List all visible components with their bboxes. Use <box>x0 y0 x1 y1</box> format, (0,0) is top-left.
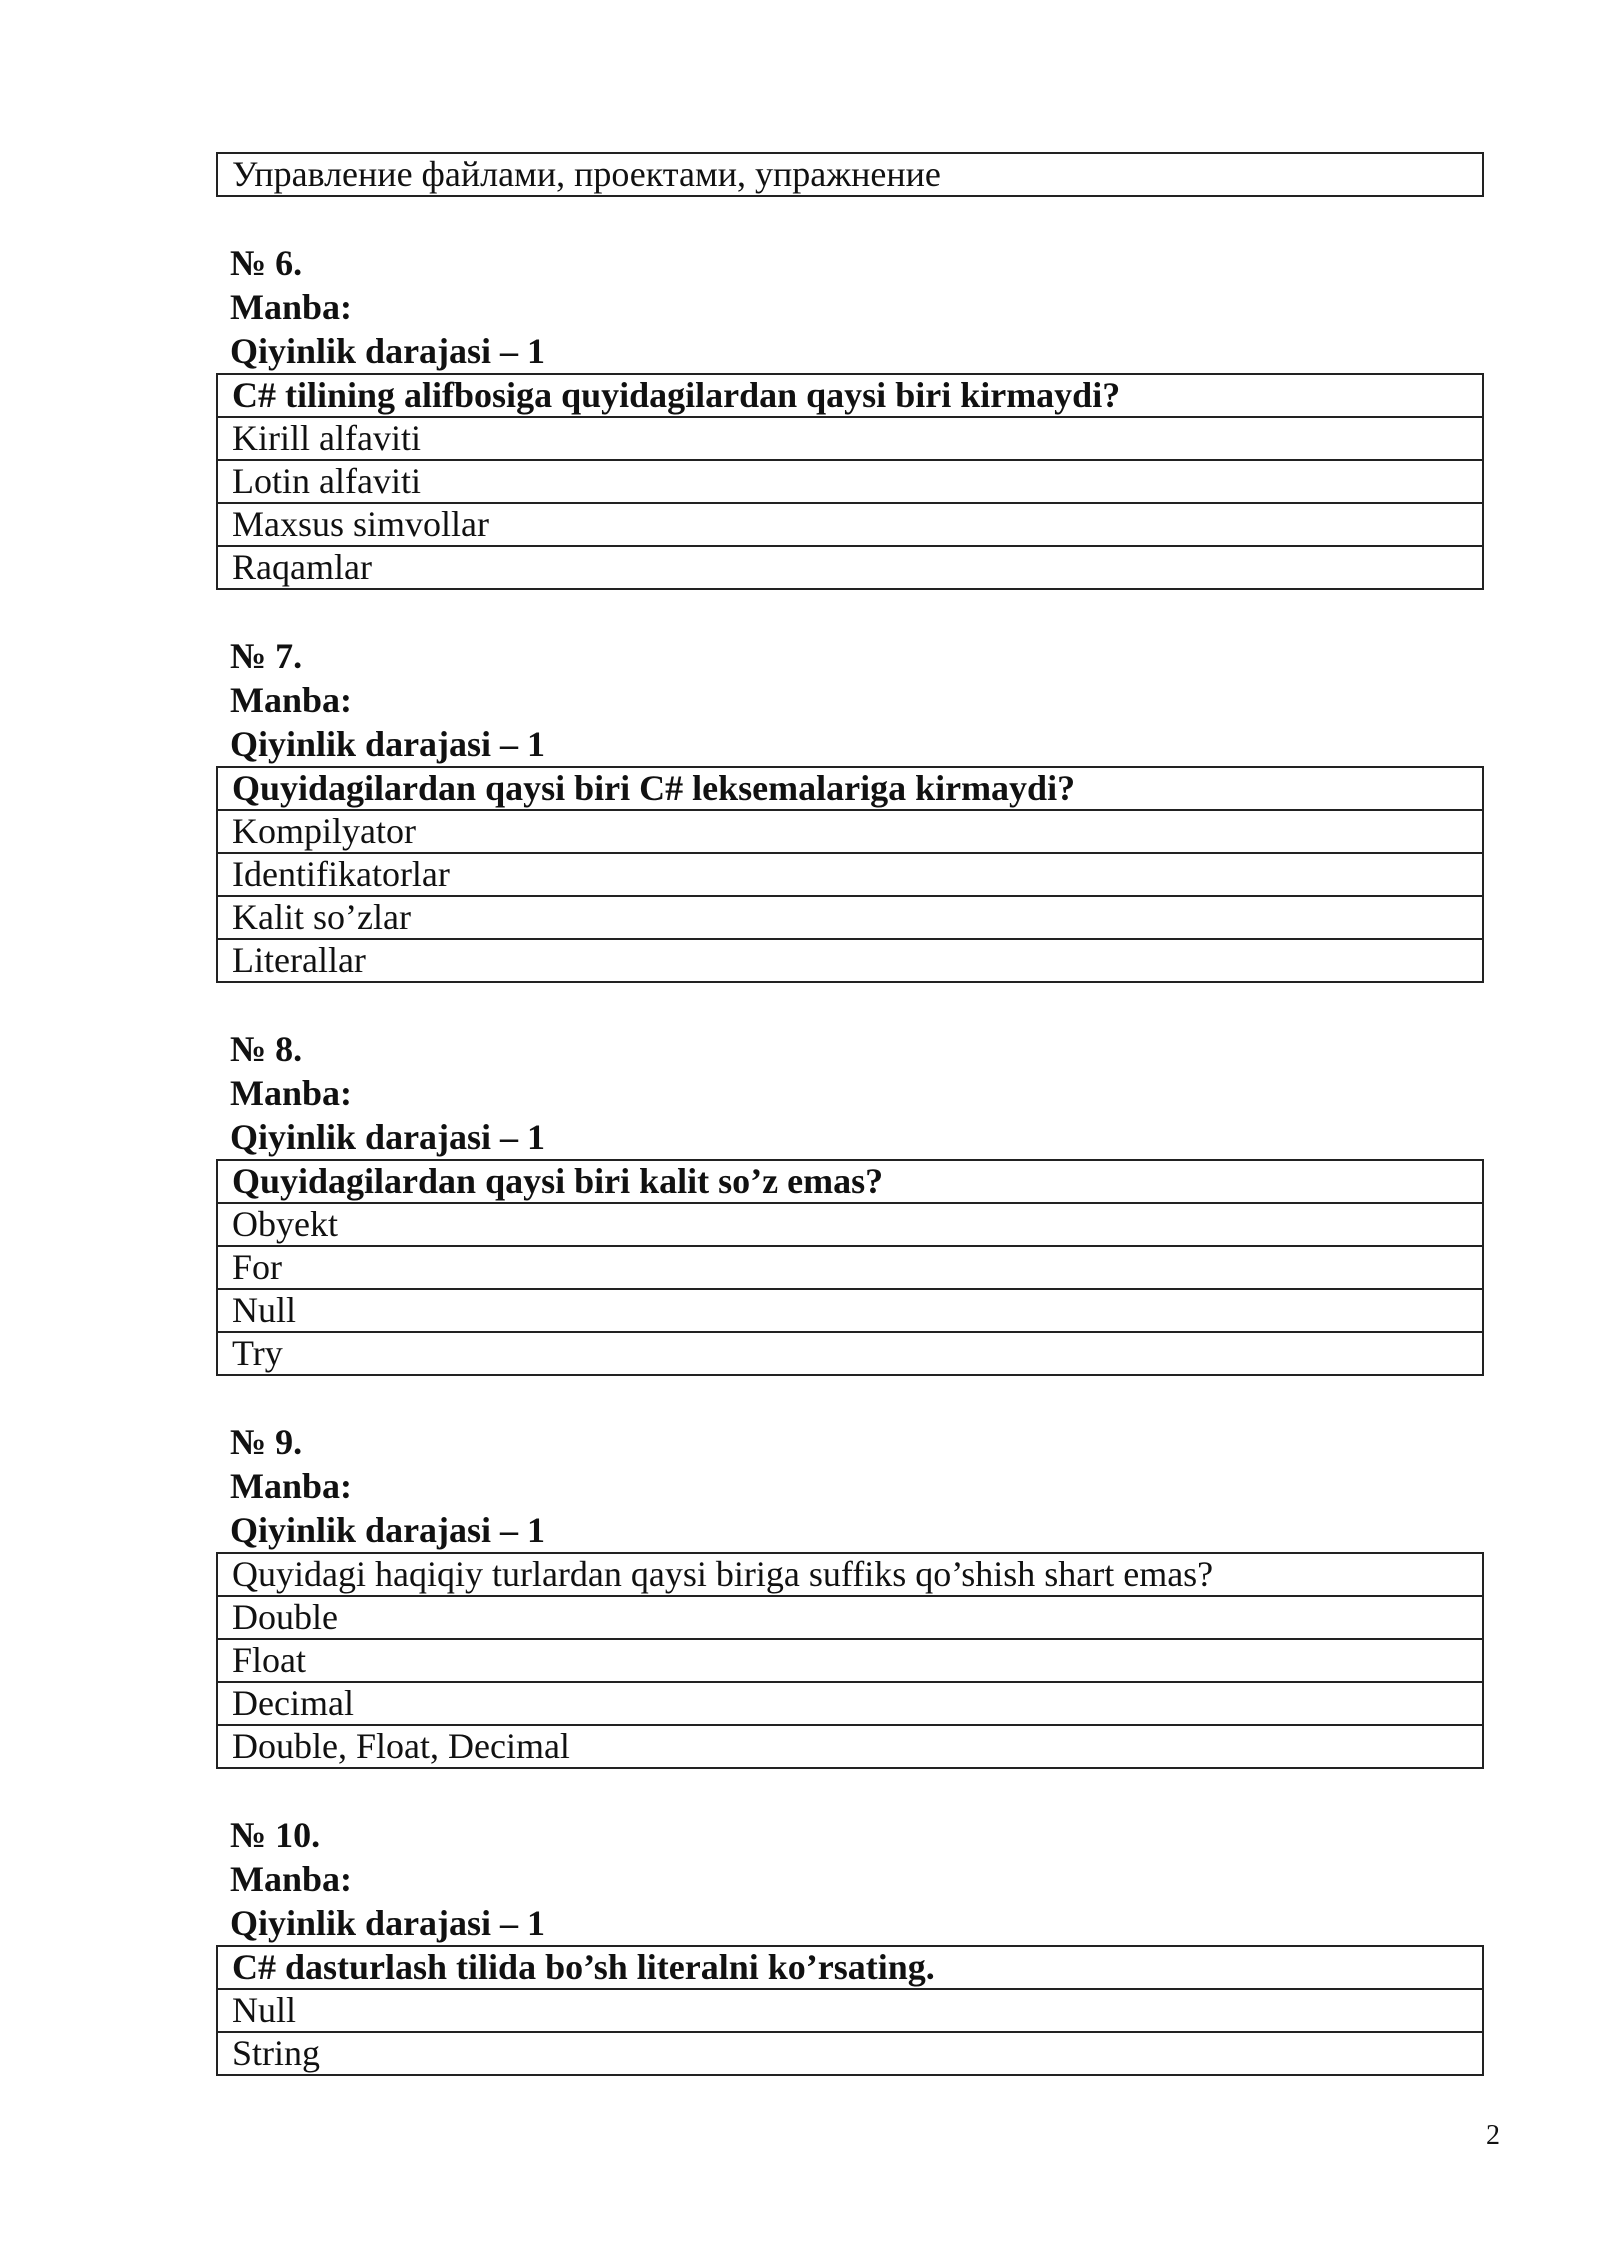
question-text: C# dasturlash tilida bo’sh literalni ko’rsating. <box>217 1946 1483 1989</box>
question-number: № 9. <box>230 1422 303 1462</box>
question-text: Quyidagilardan qaysi biri kalit so’z emas? <box>217 1160 1483 1203</box>
option-row <box>217 1682 1483 1725</box>
option-row <box>217 1639 1483 1682</box>
question-block-10 <box>216 1813 1484 2076</box>
option-cell: Lotin alfaviti <box>217 460 1483 503</box>
option-row <box>217 460 1483 503</box>
option-cell: Double <box>217 1596 1483 1639</box>
option-row <box>217 153 1483 196</box>
question-difficulty: Qiyinlik darajasi – 1 <box>230 1510 546 1550</box>
option-row <box>217 896 1483 939</box>
option-cell: Kompilyator <box>217 810 1483 853</box>
question-number: № 10. <box>230 1815 321 1855</box>
question-block-8 <box>216 1027 1484 1376</box>
question-number: № 8. <box>230 1029 303 1069</box>
option-row <box>217 1596 1483 1639</box>
option-cell: Obyekt <box>217 1203 1483 1246</box>
question-row <box>217 1553 1483 1596</box>
question-source: Manba: <box>230 1073 353 1113</box>
option-cell: Literallar <box>217 939 1483 982</box>
option-row <box>217 1332 1483 1375</box>
question-source: Manba: <box>230 680 353 720</box>
question-row <box>217 1160 1483 1203</box>
option-row <box>217 1246 1483 1289</box>
option-cell: Identifikatorlar <box>217 853 1483 896</box>
question-source: Manba: <box>230 1466 353 1506</box>
question-source: Manba: <box>230 287 353 327</box>
question-text: Quyidagi haqiqiy turlardan qaysi biriga suffiks qo’shish shart emas? <box>217 1553 1483 1596</box>
question-table <box>216 373 1484 590</box>
option-row <box>217 810 1483 853</box>
question-table <box>216 1159 1484 1376</box>
option-cell: String <box>217 2032 1483 2075</box>
question-number: № 7. <box>230 636 303 676</box>
option-row <box>217 1289 1483 1332</box>
question-number: № 6. <box>230 243 303 283</box>
question-row <box>217 374 1483 417</box>
question-table <box>216 766 1484 983</box>
option-cell: Null <box>217 1289 1483 1332</box>
option-cell: Kalit so’zlar <box>217 896 1483 939</box>
question-text: C# tilining alifbosiga quyidagilardan qaysi biri kirmaydi? <box>217 374 1483 417</box>
page-number: 2 <box>1486 2120 1500 2151</box>
question-row <box>217 767 1483 810</box>
option-row <box>217 1725 1483 1768</box>
option-cell: Decimal <box>217 1682 1483 1725</box>
question-difficulty: Qiyinlik darajasi – 1 <box>230 1117 546 1157</box>
option-row <box>217 1203 1483 1246</box>
question-table <box>216 1945 1484 2076</box>
option-row <box>217 853 1483 896</box>
document-content <box>216 152 1484 2076</box>
option-row <box>217 939 1483 982</box>
question-source: Manba: <box>230 1859 353 1899</box>
question-block-7 <box>216 634 1484 983</box>
question-table <box>216 1552 1484 1769</box>
option-cell: Raqamlar <box>217 546 1483 589</box>
question-difficulty: Qiyinlik darajasi – 1 <box>230 724 546 764</box>
question-row <box>217 1946 1483 1989</box>
question-block-6 <box>216 241 1484 590</box>
previous-question-tail <box>216 152 1484 197</box>
option-row <box>217 2032 1483 2075</box>
option-cell: Null <box>217 1989 1483 2032</box>
option-cell: Kirill alfaviti <box>217 417 1483 460</box>
question-difficulty: Qiyinlik darajasi – 1 <box>230 331 546 371</box>
option-cell: Double, Float, Decimal <box>217 1725 1483 1768</box>
question-text: Quyidagilardan qaysi biri C# leksemalariga kirmaydi? <box>217 767 1483 810</box>
question-block-9 <box>216 1420 1484 1769</box>
option-cell: Try <box>217 1332 1483 1375</box>
option-cell: Maxsus simvollar <box>217 503 1483 546</box>
option-row <box>217 503 1483 546</box>
option-cell: Управление файлами, проектами, упражнение <box>217 153 1483 196</box>
option-cell: For <box>217 1246 1483 1289</box>
question-difficulty: Qiyinlik darajasi – 1 <box>230 1903 546 1943</box>
option-row <box>217 417 1483 460</box>
option-cell: Float <box>217 1639 1483 1682</box>
option-row <box>217 1989 1483 2032</box>
option-row <box>217 546 1483 589</box>
